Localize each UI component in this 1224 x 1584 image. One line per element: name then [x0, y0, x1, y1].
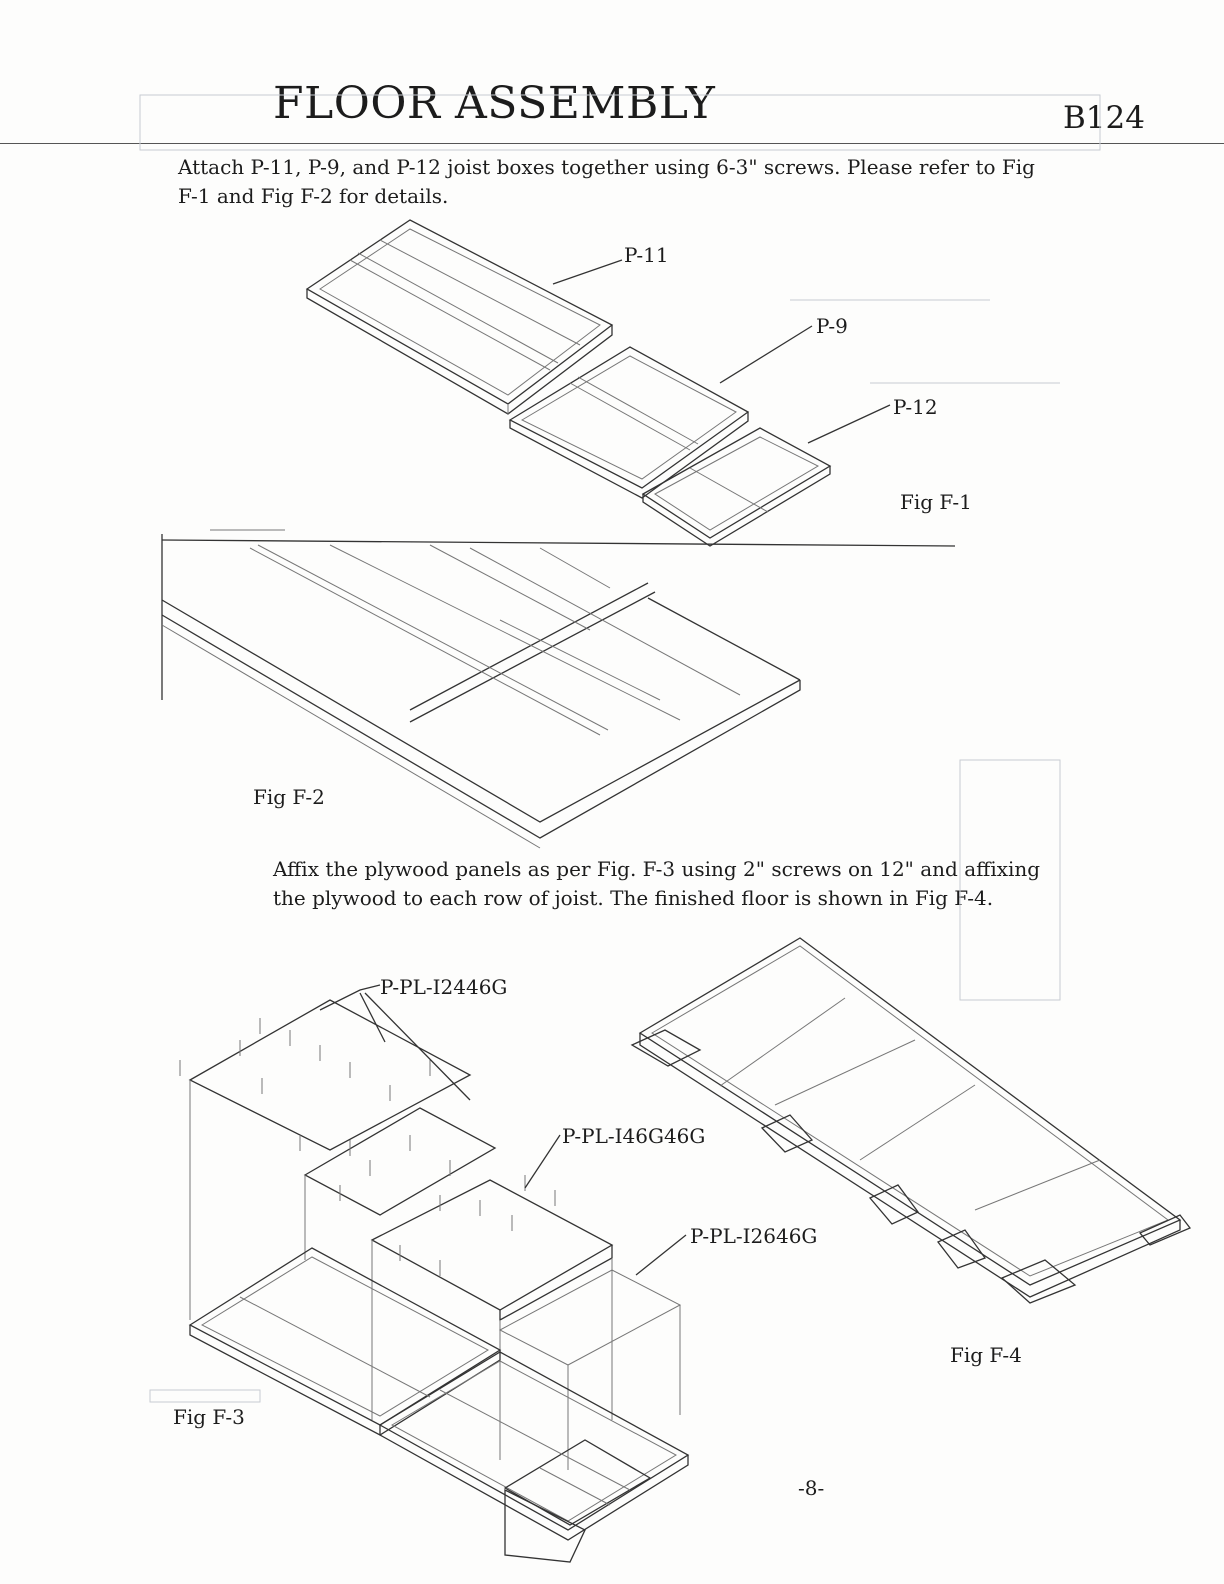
fig-f3-drawing	[180, 985, 688, 1562]
scan-ghost-marks	[140, 95, 1100, 1402]
fig-f1-drawing	[307, 220, 890, 546]
label-p11: P-11	[624, 243, 669, 267]
fig-f4-drawing	[632, 938, 1190, 1303]
instruction-step-2: Affix the plywood panels as per Fig. F-3 using 2" screws on 12" and affixing the plywood to each row of joist. The finished floor is shown in Fig F-4.	[273, 857, 1041, 910]
label-p12: P-12	[893, 395, 938, 419]
caption-fig-f2: Fig F-2	[253, 785, 325, 809]
caption-fig-f4: Fig F-4	[950, 1343, 1022, 1367]
model-code: B124	[1063, 100, 1145, 136]
caption-fig-f3: Fig F-3	[173, 1405, 245, 1429]
joist-box-p9	[510, 347, 748, 498]
label-p-pl-i2646g: P-PL-I2646G	[690, 1224, 818, 1248]
page-title: FLOOR ASSEMBLY	[273, 78, 716, 129]
joist-box-p11	[307, 220, 612, 414]
instruction-step-1: Attach P-11, P-9, and P-12 joist boxes together using 6-3" screws. Please refer to Fig F-1 and Fig F-2 for details.	[178, 155, 1035, 208]
label-p-pl-i46g46g: P-PL-I46G46G	[562, 1124, 706, 1148]
joist-box-p12	[643, 428, 830, 546]
label-p9: P-9	[816, 314, 848, 338]
page-number: -8-	[798, 1476, 825, 1500]
caption-fig-f1: Fig F-1	[900, 490, 972, 514]
label-p-pl-i2446g: P-PL-I2446G	[380, 975, 508, 999]
